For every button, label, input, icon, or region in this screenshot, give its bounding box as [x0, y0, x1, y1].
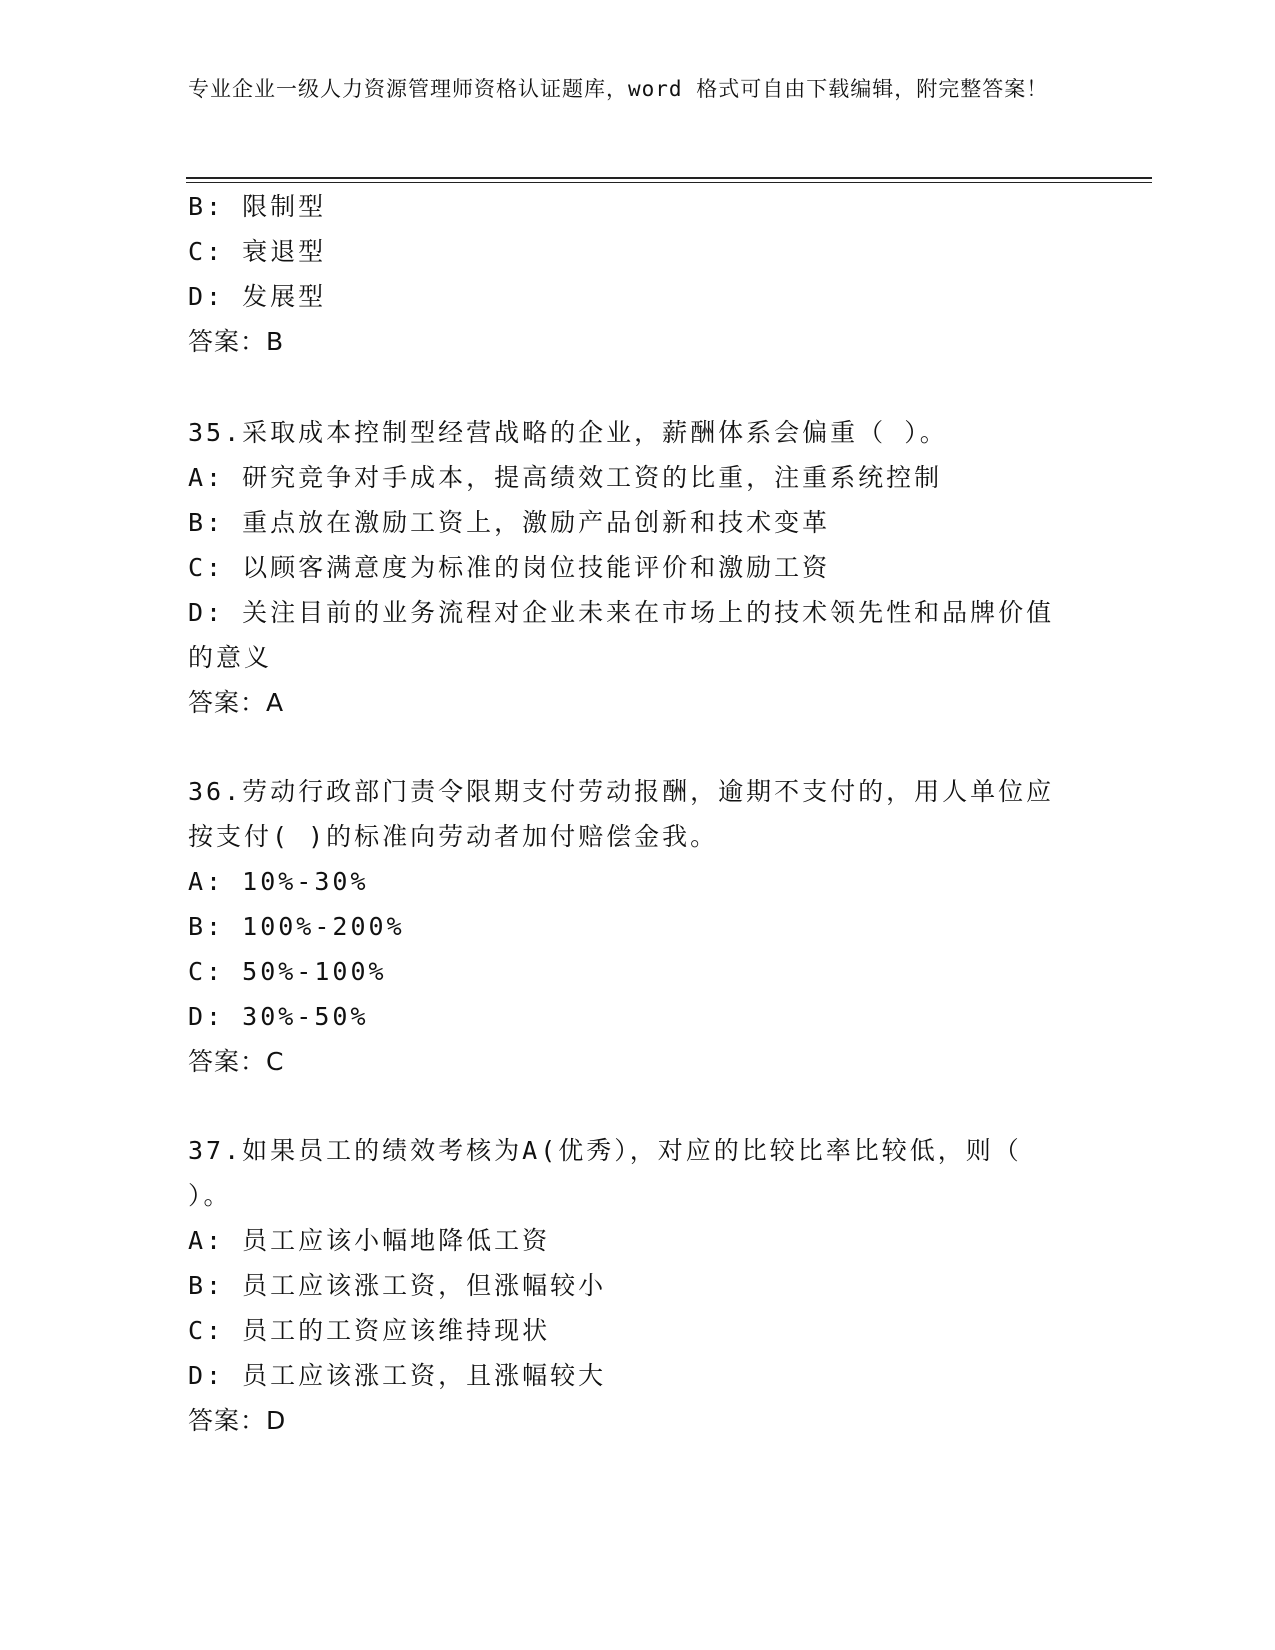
- option-b: B: 员工应该涨工资，但涨幅较小: [188, 1271, 607, 1300]
- option-c: C: 50%-100%: [188, 957, 387, 986]
- option-d-continued: 的意义: [188, 643, 273, 672]
- option-a: A: 研究竞争对手成本，提高绩效工资的比重，注重系统控制: [188, 463, 943, 492]
- option-b: B: 重点放在激励工资上，激励产品创新和技术变革: [188, 508, 831, 537]
- option-b: B: 100%-200%: [188, 912, 405, 941]
- question-36: 36.劳动行政部门责令限期支付劳动报酬，逾期不支付的，用人单位应: [188, 777, 1055, 806]
- option-c: C: 衰退型: [188, 237, 327, 266]
- answer: 答案：C: [188, 1047, 285, 1076]
- header-rule-thin: [186, 182, 1152, 183]
- option-d: D: 员工应该涨工资，且涨幅较大: [188, 1361, 607, 1390]
- header-rule-thick: [186, 177, 1152, 179]
- question-35: 35.采取成本控制型经营战略的企业，薪酬体系会偏重（ ）。: [188, 418, 948, 447]
- option-a: A: 员工应该小幅地降低工资: [188, 1226, 551, 1255]
- option-c: C: 员工的工资应该维持现状: [188, 1316, 551, 1345]
- question-37: 37.如果员工的绩效考核为A(优秀），对应的比较比率比较低，则（: [188, 1136, 1022, 1165]
- option-a: A: 10%-30%: [188, 867, 369, 896]
- option-c: C: 以顾客满意度为标准的岗位技能评价和激励工资: [188, 553, 831, 582]
- document-header: 专业企业一级人力资源管理师资格认证题库，word 格式可自由下载编辑，附完整答案！: [188, 77, 1049, 101]
- option-d: D: 发展型: [188, 282, 327, 311]
- option-d: D: 30%-50%: [188, 1002, 369, 1031]
- answer: 答案：D: [188, 1406, 287, 1435]
- option-b: B: 限制型: [188, 192, 327, 221]
- answer: 答案：A: [188, 688, 285, 717]
- answer: 答案：B: [188, 327, 285, 356]
- option-d: D: 关注目前的业务流程对企业未来在市场上的技术领先性和品牌价值: [188, 598, 1055, 627]
- question-36-continued: 按支付( )的标准向劳动者加付赔偿金我。: [188, 822, 719, 851]
- question-37-continued: ）。: [188, 1181, 232, 1210]
